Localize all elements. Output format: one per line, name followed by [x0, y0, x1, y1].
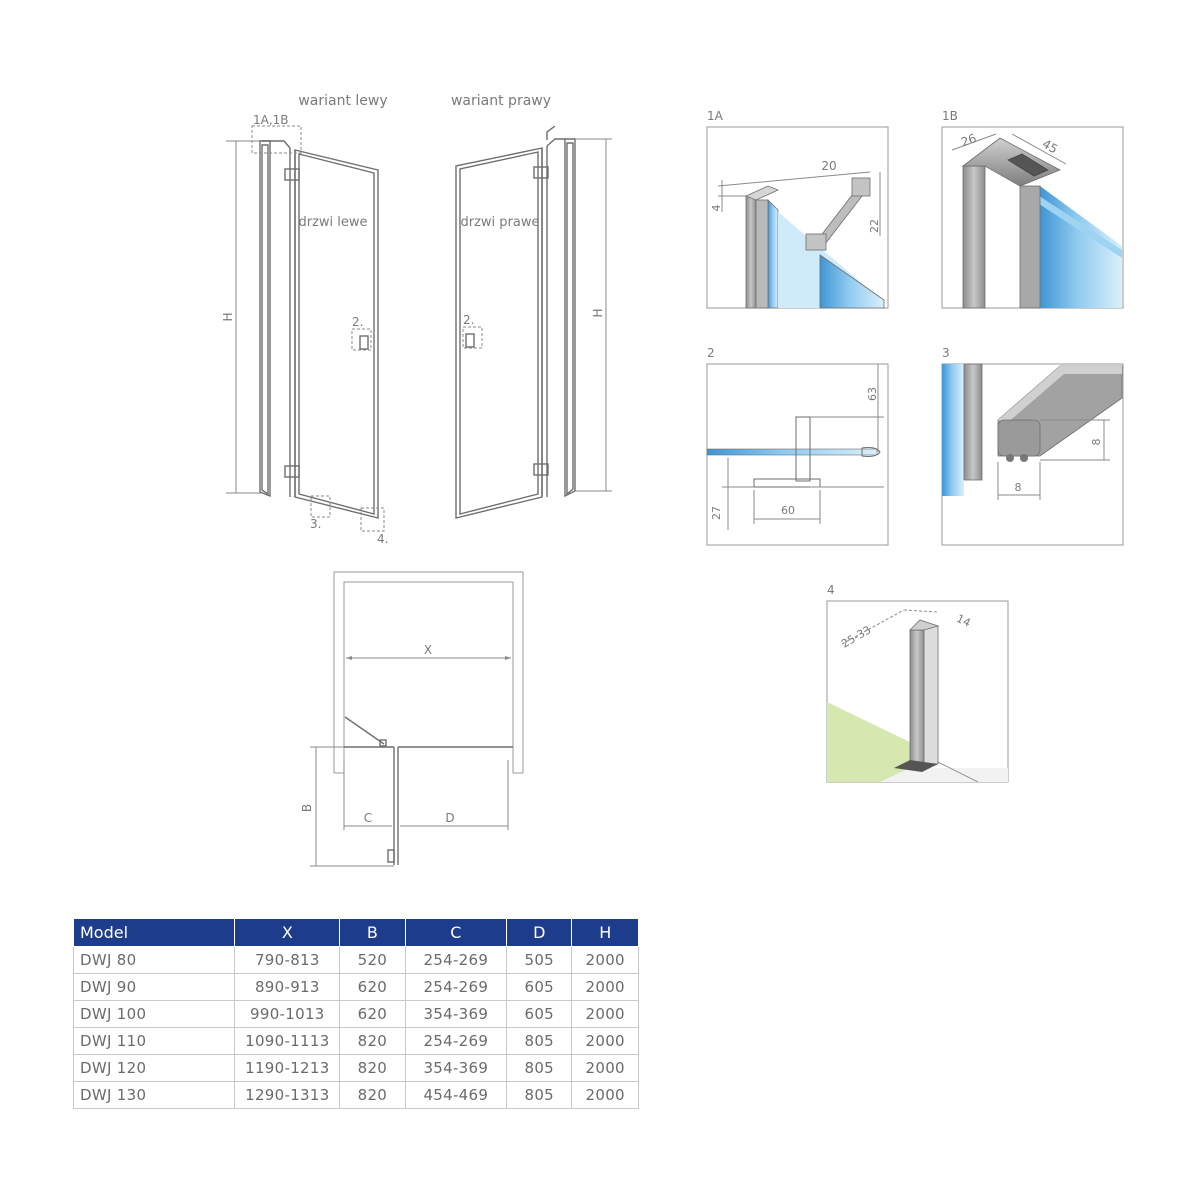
left-variant-elevation — [221, 93, 388, 546]
callout-3: 3. — [310, 517, 322, 531]
cell-c: 454-469 — [405, 1082, 507, 1109]
cell-d: 805 — [507, 1028, 572, 1055]
callout-4: 4. — [377, 532, 389, 546]
table-header-row — [74, 919, 639, 947]
cell-model: DWJ 130 — [74, 1082, 235, 1109]
detail-2-dim-63: 63 — [866, 387, 879, 401]
detail-1a-dim-4: 4 — [710, 204, 723, 212]
cell-b: 620 — [340, 1001, 405, 1028]
detail-1a-title: 1A — [707, 109, 723, 123]
col-h: H — [572, 919, 639, 947]
detail-3-title: 3 — [942, 346, 950, 360]
detail-4-dim-range: 25-33 — [839, 623, 874, 651]
cell-h: 2000 — [572, 1055, 639, 1082]
right-variant-elevation — [451, 93, 612, 518]
table-row — [74, 1028, 639, 1055]
detail-1b-dim-45: 45 — [1039, 136, 1061, 157]
cell-x: 1090-1113 — [235, 1028, 340, 1055]
cell-model: DWJ 100 — [74, 1001, 235, 1028]
col-model: Model — [74, 919, 235, 947]
detail-1b — [942, 109, 1123, 308]
detail-2-dim-60: 60 — [781, 504, 795, 517]
cell-model: DWJ 80 — [74, 947, 235, 974]
detail-1b-title: 1B — [942, 109, 958, 123]
plan-view — [300, 572, 523, 866]
cell-model: DWJ 110 — [74, 1028, 235, 1055]
variant-left-label: wariant lewy — [298, 93, 388, 109]
detail-2-title: 2 — [707, 346, 715, 360]
cell-x: 990-1013 — [235, 1001, 340, 1028]
height-label-right: H — [591, 308, 605, 318]
cell-h: 2000 — [572, 1001, 639, 1028]
height-label-left: H — [221, 312, 235, 322]
cell-b: 820 — [340, 1028, 405, 1055]
detail-1a — [707, 109, 888, 308]
table-row — [74, 947, 639, 974]
cell-x: 1290-1313 — [235, 1082, 340, 1109]
cell-d: 805 — [507, 1055, 572, 1082]
detail-1a-dim-20: 20 — [821, 159, 837, 173]
cell-x: 1190-1213 — [235, 1055, 340, 1082]
table-row — [74, 1001, 639, 1028]
cell-model: DWJ 120 — [74, 1055, 235, 1082]
callout-1a1b: 1A,1B — [253, 113, 289, 127]
detail-4-dim-14: 14 — [954, 611, 973, 630]
col-x: X — [235, 919, 340, 947]
detail-2 — [707, 346, 888, 545]
cell-b: 520 — [340, 947, 405, 974]
cell-model: DWJ 90 — [74, 974, 235, 1001]
cell-x: 790-813 — [235, 947, 340, 974]
cell-d: 605 — [507, 974, 572, 1001]
cell-d: 805 — [507, 1082, 572, 1109]
col-c: C — [405, 919, 507, 947]
cell-c: 254-269 — [405, 1028, 507, 1055]
callout-2-left: 2. — [352, 315, 364, 329]
cell-d: 605 — [507, 1001, 572, 1028]
detail-1b-dim-26: 26 — [959, 131, 979, 150]
cell-h: 2000 — [572, 947, 639, 974]
door-right-label: drzwi prawe — [460, 215, 540, 230]
cell-h: 2000 — [572, 1028, 639, 1055]
plan-b-label: B — [300, 803, 314, 813]
variant-right-label: wariant prawy — [450, 93, 552, 109]
detail-3-dim-8-horizontal: 8 — [1014, 481, 1022, 494]
cell-b: 820 — [340, 1082, 405, 1109]
detail-4 — [827, 583, 1008, 782]
callout-2-right: 2. — [463, 313, 475, 327]
cell-d: 505 — [507, 947, 572, 974]
table-row — [74, 974, 639, 1001]
table-row — [74, 1082, 639, 1109]
col-b: B — [340, 919, 405, 947]
door-left-label: drzwi lewe — [298, 215, 368, 230]
cell-h: 2000 — [572, 974, 639, 1001]
cell-h: 2000 — [572, 1082, 639, 1109]
detail-3 — [942, 346, 1123, 545]
cell-b: 620 — [340, 974, 405, 1001]
cell-c: 254-269 — [405, 974, 507, 1001]
cell-c: 354-369 — [405, 1055, 507, 1082]
detail-3-dim-8-vertical: 8 — [1090, 438, 1103, 446]
plan-c-label: C — [363, 811, 373, 825]
cell-c: 354-369 — [405, 1001, 507, 1028]
table-row — [74, 1055, 639, 1082]
plan-x-label: X — [423, 643, 433, 657]
col-d: D — [507, 919, 572, 947]
plan-d-label: D — [445, 811, 455, 825]
cell-c: 254-269 — [405, 947, 507, 974]
cell-x: 890-913 — [235, 974, 340, 1001]
detail-4-title: 4 — [827, 583, 835, 597]
cell-b: 820 — [340, 1055, 405, 1082]
detail-2-dim-27: 27 — [710, 506, 723, 520]
detail-1a-dim-22: 22 — [868, 219, 881, 233]
dimensions-table — [73, 918, 639, 1109]
